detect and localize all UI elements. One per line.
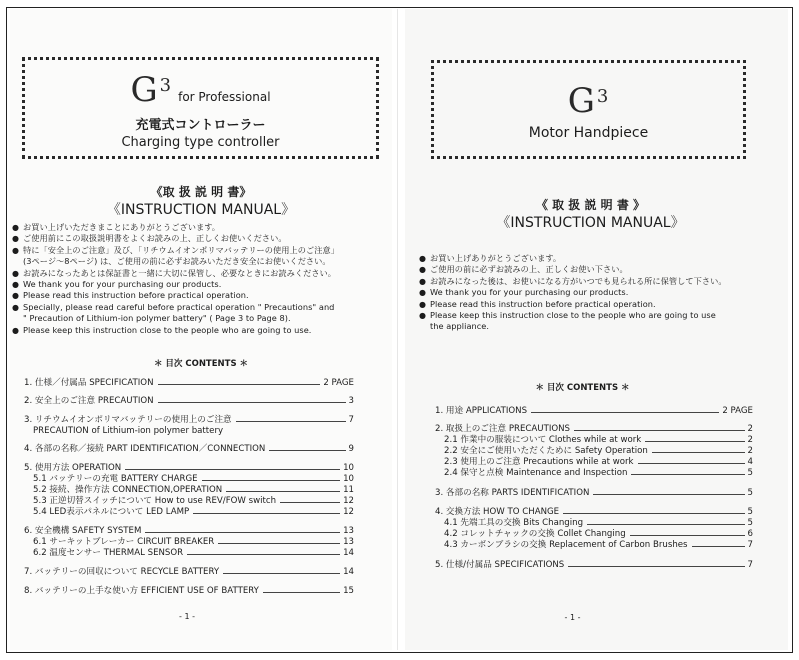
toc-label: 2. 取扱上のご注意 PRECAUTIONS xyxy=(435,424,571,434)
toc-page-number: 12 xyxy=(343,496,354,506)
toc-label: 6.2 温度センサー THERMAL SENSOR xyxy=(33,548,184,558)
toc-page-number: 5 xyxy=(747,507,753,517)
toc-label: 3. リチウムイオンポリマバッテリーの使用上のご注意 xyxy=(24,415,232,425)
toc-label: 4.1 先端工具の交換 Bits Changing xyxy=(444,518,584,528)
toc-label: 4.2 コレットチャックの交換 Collet Changing xyxy=(444,529,626,539)
toc-label: 3. 各部の名称 PARTS IDENTIFICATION xyxy=(435,488,590,498)
toc-entry xyxy=(435,560,753,571)
toc-page-number: 2 xyxy=(747,446,753,456)
right-brand-logo: $G^3$ xyxy=(567,81,610,121)
toc-entry xyxy=(24,586,354,597)
left-brand-subtitle: for Professional xyxy=(178,90,271,104)
toc-page-number: 14 xyxy=(343,548,354,558)
toc-leader-line xyxy=(236,415,346,422)
toc-page-number: 10 xyxy=(343,474,354,484)
left-heading-en: 《INSTRUCTION MANUAL》 xyxy=(106,202,296,218)
toc-page-number: 11 xyxy=(343,485,354,495)
toc-label: 5. 仕様/付属品 SPECIFICATIONS xyxy=(435,560,565,570)
toc-leader-line xyxy=(568,560,744,567)
toc-label: PRECAUTION of Lithium-ion polymer battery xyxy=(33,426,224,436)
toc-label: 5.4 LED表示パネルについて LED LAMP xyxy=(33,507,190,517)
right-page xyxy=(405,9,788,650)
toc-entry xyxy=(24,567,354,578)
toc-entry xyxy=(24,526,354,537)
bullet-continuation: (3ページ～8ページ) は、ご使用の前に必ずお読みいただき安全にお使いください。 xyxy=(23,256,331,267)
toc-leader-line xyxy=(202,474,340,481)
toc-subentry xyxy=(435,457,753,468)
bullet-item: ● We thank you for your purchasing our products. xyxy=(12,279,339,290)
toc-label: 5.3 正逆切替スイッチについて How to use REV/FOW switch xyxy=(33,496,277,506)
toc-label: 7. バッテリーの回収について RECYCLE BATTERY xyxy=(24,567,220,577)
toc-leader-line xyxy=(630,529,745,536)
toc-leader-line xyxy=(218,537,340,544)
toc-subentry xyxy=(24,548,354,559)
toc-label: 4. 交換方法 HOW TO CHANGE xyxy=(435,507,560,517)
toc-leader-line xyxy=(193,507,340,514)
page-divider xyxy=(397,9,398,650)
toc-label: 2.2 安全にご使用いただくために Safety Operation xyxy=(444,446,648,456)
toc-leader-line xyxy=(531,406,719,413)
toc-leader-line xyxy=(158,378,321,385)
toc-page-number: 7 xyxy=(348,415,354,425)
toc-entry xyxy=(24,444,354,455)
left-brand-logo: $G^3$ xyxy=(130,70,173,110)
toc-entry xyxy=(24,396,354,407)
toc-label: 6.1 サーキットブレーカー CIRCUIT BREAKER xyxy=(33,537,215,547)
toc-page-number: 2 xyxy=(747,424,753,434)
left-heading-jp: 《取 扱 説 明 書》 xyxy=(150,185,252,199)
toc-label: 4.3 カーボンブラシの交換 Replacement of Carbon Brushes xyxy=(444,540,688,550)
bullet-item: ● お読みになったあとは保証書と一緒に大切に保管し、必要なときにお読みください。 xyxy=(12,268,339,279)
right-heading-jp: 《 取 扱 説 明 書 》 xyxy=(535,198,646,212)
right-bullet-list xyxy=(419,253,727,333)
toc-entry xyxy=(435,488,753,499)
toc-label: 1. 用途 APPLICATIONS xyxy=(435,406,528,416)
toc-leader-line xyxy=(574,424,745,431)
toc-label: 5. 使用方法 OPERATION xyxy=(24,463,122,473)
toc-page-number: 4 xyxy=(747,457,753,467)
toc-label: 2. 安全上のご注意 PRECAUTION xyxy=(24,396,154,406)
bullet-continuation: the appliance. xyxy=(430,321,490,332)
toc-label: 8. バッテリーの上手な使い方 EFFICIENT USE OF BATTERY xyxy=(24,586,259,596)
right-title-box xyxy=(431,60,746,159)
toc-page-number: 5 xyxy=(747,488,753,498)
toc-subentry xyxy=(435,518,753,529)
toc-label: 5.1 バッテリーの充電 BATTERY CHARGE xyxy=(33,474,198,484)
toc-label: 2.4 保守と点検 Maintenance and Inspection xyxy=(444,468,628,478)
toc-label: 2.3 使用上のご注意 Precautions while at work xyxy=(444,457,634,467)
left-page-number: - 1 - xyxy=(179,612,195,621)
toc-subentry xyxy=(435,468,753,479)
toc-subentry xyxy=(24,507,354,518)
toc-entry xyxy=(435,406,753,417)
toc-subentry xyxy=(24,474,354,485)
bullet-item: ● Please keep this instruction close to the people who are going to use. xyxy=(12,325,339,336)
toc-leader-line xyxy=(638,457,745,464)
bullet-item: ● ご使用前にこの取扱説明書をよくお読みの上、正しくお使いください。 xyxy=(12,233,339,244)
toc-page-number: 7 xyxy=(747,540,753,550)
toc-subentry xyxy=(435,529,753,540)
toc-leader-line xyxy=(631,468,744,475)
bullet-item: ● お読みになった後は、お使いになる方がいつでも見られる所に保管して下さい。 xyxy=(419,276,727,287)
bullet-item: ● お買い上げいただきまことにありがとうございます。 xyxy=(12,222,339,233)
right-heading-en: 《INSTRUCTION MANUAL》 xyxy=(496,215,685,231)
toc-leader-line xyxy=(645,435,744,442)
toc-subentry xyxy=(24,426,354,437)
toc-entry xyxy=(435,507,753,518)
toc-entry xyxy=(435,424,753,435)
toc-leader-line xyxy=(593,488,744,495)
toc-leader-line xyxy=(223,567,340,574)
left-product-name-jp: 充電式コントローラー xyxy=(135,118,266,133)
toc-leader-line xyxy=(269,444,345,451)
left-bullet-list xyxy=(12,222,339,336)
toc-leader-line xyxy=(280,496,340,503)
toc-leader-line xyxy=(145,526,340,533)
bullet-item: ● ご使用の前に必ずお読みの上、正しくお使い下さい。 xyxy=(419,264,727,275)
toc-page-number: 13 xyxy=(343,537,354,547)
toc-leader-line xyxy=(187,548,340,555)
bullet-item: ● Specially, please read careful before practical operation " Precautions" and xyxy=(12,302,339,313)
toc-subentry xyxy=(435,446,753,457)
left-product-name-en: Charging type controller xyxy=(121,135,280,150)
left-contents-title: ＊ 目次 CONTENTS ＊ xyxy=(153,359,249,369)
toc-subentry xyxy=(435,540,753,551)
toc-entry xyxy=(24,378,354,389)
bullet-item: ● Please read this instruction before practical operation. xyxy=(419,299,727,310)
toc-page-number: 9 xyxy=(348,444,354,454)
toc-entry xyxy=(24,463,354,474)
toc-label: 6. 安全機構 SAFETY SYSTEM xyxy=(24,526,142,536)
toc-page-number: 12 xyxy=(343,507,354,517)
toc-page-number: 10 xyxy=(343,463,354,473)
right-contents-title: ＊ 目次 CONTENTS ＊ xyxy=(535,383,630,393)
toc-subentry xyxy=(24,496,354,507)
toc-page-number: 13 xyxy=(343,526,354,536)
toc-leader-line xyxy=(652,446,745,453)
bullet-item: ● Please keep this instruction close to the people who are going to use xyxy=(419,310,727,321)
toc-leader-line xyxy=(692,540,745,547)
toc-page-number: 6 xyxy=(747,529,753,539)
toc-page-number: 2 xyxy=(747,435,753,445)
toc-leader-line xyxy=(563,507,744,514)
left-title-box xyxy=(22,57,379,159)
toc-page-number: 3 xyxy=(348,396,354,406)
toc-label: 5.2 接続、操作方法 CONNECTION,OPERATION xyxy=(33,485,223,495)
toc-page-number: 2 PAGE xyxy=(323,378,354,388)
toc-subentry xyxy=(435,435,753,446)
right-page-number: - 1 - xyxy=(564,613,581,622)
toc-page-number: 5 xyxy=(747,468,753,478)
left-page xyxy=(10,9,392,650)
toc-page-number: 15 xyxy=(343,586,354,596)
bullet-item: ● お買い上げありがとうございます。 xyxy=(419,253,727,264)
toc-subentry xyxy=(24,537,354,548)
toc-page-number: 2 PAGE xyxy=(722,406,753,416)
toc-page-number: 14 xyxy=(343,567,354,577)
toc-page-number: 5 xyxy=(747,518,753,528)
toc-leader-line xyxy=(226,485,340,492)
toc-leader-line xyxy=(158,396,346,403)
toc-label: 1. 仕様／付属品 SPECIFICATION xyxy=(24,378,154,388)
toc-page-number: 7 xyxy=(747,560,753,570)
toc-label: 2.1 作業中の服装について Clothes while at work xyxy=(444,435,642,445)
toc-leader-line xyxy=(227,426,351,433)
bullet-item: ● Please read this instruction before practical operation. xyxy=(12,290,339,301)
toc-leader-line xyxy=(587,518,744,525)
toc-entry xyxy=(24,415,354,426)
bullet-continuation: " Precaution of Lithium-ion polymer battery" ( Page 3 to Page 8). xyxy=(23,313,291,324)
toc-subentry xyxy=(24,485,354,496)
toc-leader-line xyxy=(263,586,340,593)
bullet-item: ● 特に「安全上のご注意」及び、「リチウムイオンポリマバッテリーの使用上のご注意」 xyxy=(12,245,339,256)
toc-label: 4. 各部の名称／接続 PART IDENTIFICATION／CONNECTION xyxy=(24,444,266,454)
right-product-name: Motor Handpiece xyxy=(528,125,649,141)
bullet-item: ● We thank you for your purchasing our products. xyxy=(419,287,727,298)
toc-leader-line xyxy=(125,463,340,470)
